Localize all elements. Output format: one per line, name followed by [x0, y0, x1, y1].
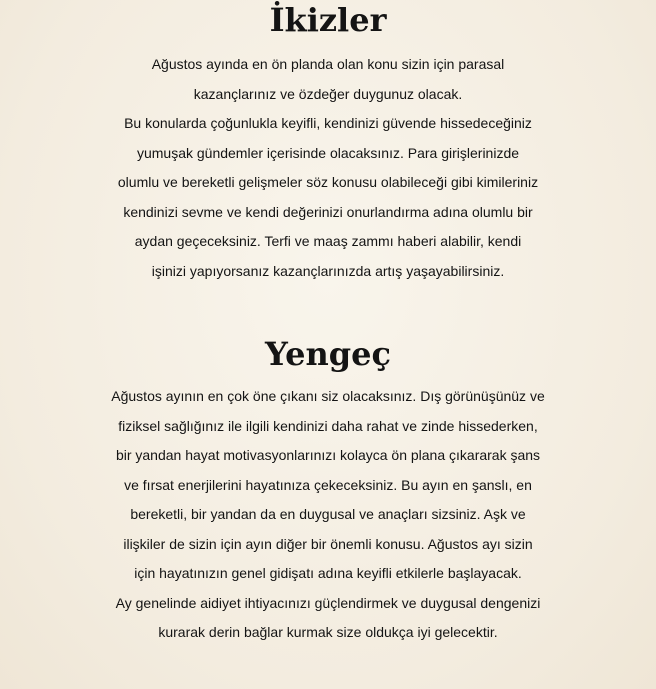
- body-line: bir yandan hayat motivasyonlarınızı kolayca ön plana çıkararak şans: [115, 447, 541, 463]
- body-line: kendinizi sevme ve kendi değerinizi onurlandırma adına olumlu bir: [123, 203, 533, 220]
- body-line: kazançlarınız ve özdeğer duygunuz olacak.: [193, 85, 463, 102]
- body-line: ilişkiler de sizin için ayın diğer bir önemli konusu. Ağustos ayı sizin: [123, 535, 533, 552]
- body-line: işinizi yapıyorsanız kazançlarınızda artış yaşayabilirsiniz.: [151, 262, 505, 279]
- section-body-ikizler: [0, 50, 656, 286]
- body-line: fiziksel sağlığınız ile ilgili kendinizi daha rahat ve zinde hissederken,: [118, 417, 538, 434]
- body-line: bereketli, bir yandan da en duygusal ve anaçları sizsiniz. Aşk ve: [130, 506, 526, 522]
- body-line: aydan geçeceksiniz. Terfi ve maaş zammı haberi alabilir, kendi: [134, 233, 522, 249]
- section-title-yengec: Yengeç: [265, 335, 391, 373]
- body-line: için hayatınızın genel gidişatı adına keyifli etkilerle başlayacak.: [134, 565, 522, 581]
- body-line: Ağustos ayında en ön planda olan konu sizin için parasal: [151, 56, 505, 72]
- body-line: Ay genelinde aidiyet ihtiyacınızı güçlendirmek ve duygusal dengenizi: [115, 594, 541, 611]
- body-line: Bu konularda çoğunlukla keyifli, kendinizi güvende hissedeceğiniz: [124, 115, 532, 131]
- body-line: olumlu ve bereketli gelişmeler söz konusu olabileceği gibi kimileriniz: [117, 174, 539, 190]
- body-line: yumuşak gündemler içerisinde olacaksınız. Para girişlerinizde: [136, 144, 520, 161]
- section-title-ikizler: İkizler: [269, 1, 387, 39]
- section-body-yengec: [0, 382, 656, 648]
- body-line: kurarak derin bağlar kurmak size oldukça iyi gelecektir.: [158, 624, 498, 640]
- body-line: Ağustos ayının en çok öne çıkanı siz olacaksınız. Dış görünüşünüz ve: [111, 388, 545, 404]
- body-line: ve fırsat enerjilerini hayatınıza çekeceksiniz. Bu ayın en şanslı, en: [124, 476, 532, 493]
